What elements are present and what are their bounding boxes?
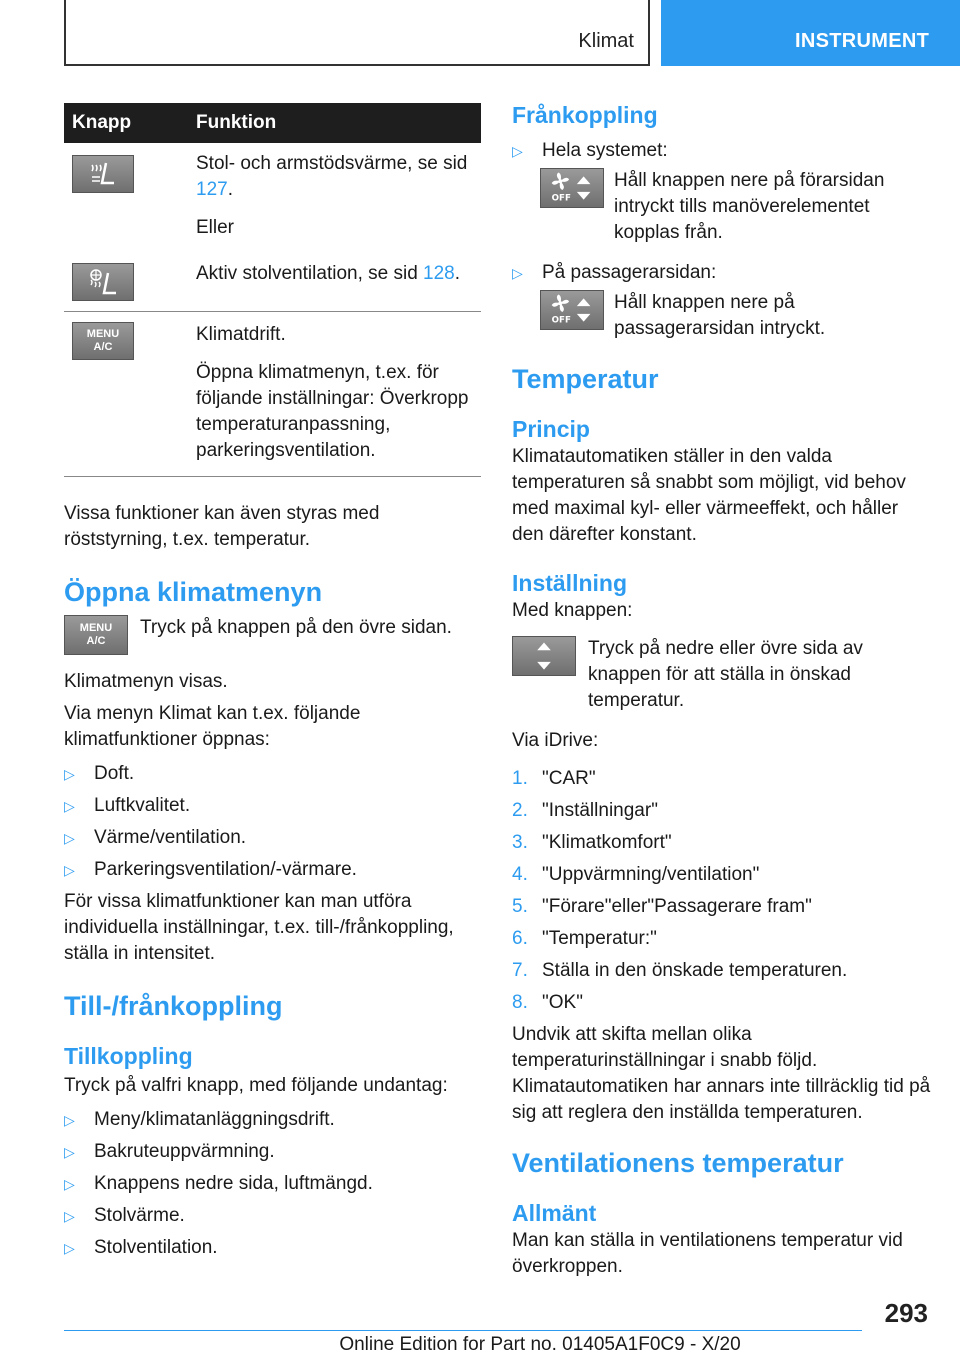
button-function-table — [64, 103, 481, 477]
off-passenger-row — [540, 290, 932, 342]
triangle-bullet-icon: ▷ — [64, 1144, 75, 1160]
triangle-bullet-icon: ▷ — [64, 1208, 75, 1224]
table-row-text: Aktiv stolventilation, se sid 128. — [196, 263, 461, 284]
idrive-steps-list — [512, 766, 932, 1016]
table-row-or: Eller — [196, 217, 235, 238]
list-item: ▷ Värme/ventilation. — [64, 825, 481, 851]
table-row — [64, 253, 481, 312]
with-button-text: Med knappen: — [512, 600, 633, 621]
heading-principle: Princip — [512, 416, 590, 442]
switch-off-list — [512, 138, 932, 164]
fan-off-button-icon — [540, 290, 604, 330]
fan-off-button-icon — [540, 168, 604, 208]
temp-button-text: Tryck på nedre eller övre sida av knappen för att ställa in önskad temperatur. — [588, 638, 863, 711]
list-item: 6. "Temperatur:" — [512, 928, 657, 949]
list-item: ▷ Hela systemet: — [512, 138, 932, 164]
temp-button-row — [512, 636, 932, 714]
avoid-switching-text: Undvik att skifta mellan olika temperaturinställningar i snabb följd. Klimatautomatiken har annars inte tillräcklig tid på sig att reglera den inställda temperaturen. — [512, 1024, 931, 1123]
triangle-bullet-icon: ▷ — [64, 798, 75, 814]
table-row — [64, 312, 481, 477]
heading-general: Allmänt — [512, 1200, 597, 1226]
list-item: 4. "Uppvärmning/ventilation" — [512, 864, 760, 885]
list-item: 1. "CAR" — [512, 768, 596, 789]
principle-text: Klimatautomatiken ställer in den valda temperaturen så snabbt som möjligt, vid behov med maximal kyl- eller värmeeffekt, och håller den därefter konstant. — [512, 446, 906, 545]
individual-settings-text: För vissa klimatfunktioner kan man utföra individuella inställningar, t.ex. till-/frånkoppling, ställa in intensitet. — [64, 891, 454, 964]
menu-shown-text: Klimatmenyn visas. — [64, 671, 228, 692]
table-row-text: Klimatdrift. — [196, 324, 286, 345]
open-menu-instruction: Tryck på knappen på den övre sidan. — [140, 617, 452, 638]
heading-open-climate-menu: Öppna klimatmenyn — [64, 577, 323, 607]
svg-text:OFF: OFF — [551, 315, 571, 326]
list-item: ▷ Doft. — [64, 761, 481, 787]
list-item: ▷ På passagerarsidan: — [512, 260, 932, 286]
menu-ac-icon: MENU A/C — [64, 615, 128, 655]
triangle-bullet-icon: ▷ — [64, 1240, 75, 1256]
page-number: 293 — [884, 1298, 928, 1328]
page-link-127[interactable]: 127 — [196, 179, 228, 200]
header-chapter-title: INSTRUMENT — [795, 30, 930, 52]
switch-on-exceptions-list — [64, 1107, 481, 1261]
footer-divider — [64, 1330, 862, 1331]
header-section-box — [64, 0, 650, 66]
triangle-bullet-icon: ▷ — [64, 1176, 75, 1192]
menu-functions-list — [64, 761, 481, 883]
list-item: ▷ Meny/klimatanläggningsdrift. — [64, 1107, 481, 1133]
list-item: ▷ Parkeringsventilation/-värmare. — [64, 857, 481, 883]
list-item: 5. "Förare"eller"Passagerare fram" — [512, 896, 812, 917]
triangle-bullet-icon: ▷ — [64, 1112, 75, 1128]
header-chapter-tab — [661, 0, 960, 66]
via-idrive-text: Via iDrive: — [512, 730, 599, 751]
page-link-128[interactable]: 128 — [423, 263, 455, 284]
list-item: ▷ Bakruteuppvärmning. — [64, 1139, 481, 1165]
list-item: 3. "Klimatkomfort" — [512, 832, 672, 853]
table-row — [64, 143, 481, 253]
list-item: 8. "OK" — [512, 992, 583, 1013]
general-text: Man kan ställa in ventilationens temperatur vid överkroppen. — [512, 1230, 903, 1277]
triangle-bullet-icon: ▷ — [64, 830, 75, 846]
list-item: ▷ Stolvärme. — [64, 1203, 481, 1229]
table-header-button: Knapp — [64, 103, 188, 143]
table-header-function: Funktion — [188, 103, 481, 143]
menu-via-text: Via menyn Klimat kan t.ex. följande klimatfunktioner öppnas: — [64, 703, 361, 750]
right-column — [512, 100, 932, 1280]
triangle-bullet-icon: ▷ — [512, 265, 523, 281]
switch-off-list-2 — [512, 260, 932, 286]
switch-on-text: Tryck på valfri knapp, med följande undantag: — [64, 1075, 448, 1096]
off-whole-system-row — [540, 168, 932, 246]
menu-ac-icon: MENU A/C — [72, 322, 134, 360]
open-menu-row — [64, 615, 481, 655]
heading-switch-on: Tillkoppling — [64, 1043, 193, 1069]
voice-control-text: Vissa funktioner kan även styras med röststyrning, t.ex. temperatur. — [64, 503, 380, 550]
svg-text:OFF: OFF — [551, 193, 571, 204]
triangle-bullet-icon: ▷ — [512, 143, 523, 159]
temperature-rocker-icon — [512, 636, 576, 676]
list-item: 7. Ställa in den önskade temperaturen. — [512, 960, 848, 981]
list-item: 2. "Inställningar" — [512, 800, 658, 821]
off-whole-system-text: Håll knappen nere på förarsidan intryckt tills manöverelementet kopplas från. — [614, 170, 885, 243]
table-row-text: Stol- och armstödsvärme, se sid 127. — [196, 153, 468, 200]
heading-on-off: Till-/frånkoppling — [64, 991, 283, 1021]
heading-temperature: Temperatur — [512, 364, 659, 394]
triangle-bullet-icon: ▷ — [64, 862, 75, 878]
heading-ventilation-temperature: Ventilationens temperatur — [512, 1148, 844, 1178]
heading-switch-off: Frånkoppling — [512, 102, 658, 128]
footer-edition: Online Edition for Part no. 01405A1F0C9 - X/20 — [339, 1334, 741, 1355]
off-passenger-text: Håll knappen nere på passagerarsidan intryckt. — [614, 292, 826, 339]
list-item: ▷ Stolventilation. — [64, 1235, 481, 1261]
seat-ventilation-icon — [72, 263, 134, 301]
list-item: ▷ Luftkvalitet. — [64, 793, 481, 819]
seat-heating-icon — [72, 155, 134, 193]
heading-setting: Inställning — [512, 570, 627, 596]
table-row-text: Öppna klimatmenyn, t.ex. för följande inställningar: Överkropp temperaturanpassning, parkeringsventilation. — [196, 362, 469, 461]
header-section-title: Klimat — [578, 30, 634, 52]
triangle-bullet-icon: ▷ — [64, 766, 75, 782]
list-item: ▷ Knappens nedre sida, luftmängd. — [64, 1171, 481, 1197]
left-column — [64, 103, 481, 1267]
